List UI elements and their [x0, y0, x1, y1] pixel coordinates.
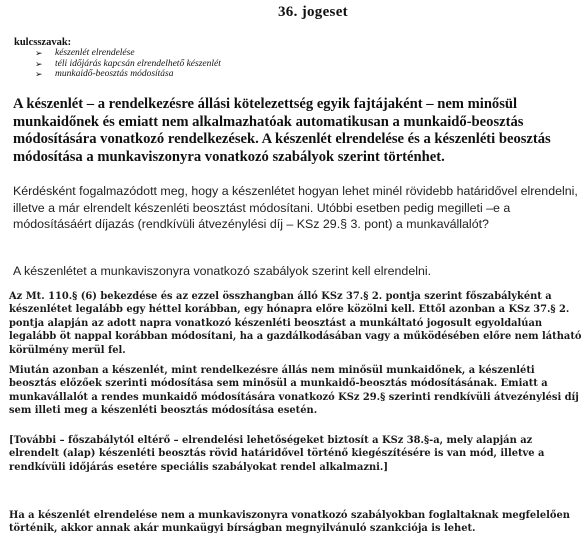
body-paragraph: [További – főszabálytól eltérő – elrendelési lehetőségeket biztosít a KSz 38.§-a, mely alapján az elrendelt (alap) készenléti beosztás rövid határidővel történő kiegészítésére is van mód, illetve a rendkívüli időjárás esetére speciális szabályokat rendel alkalmazni.] — [9, 435, 545, 473]
keyword-item — [35, 48, 221, 59]
arrow-bullet-icon: ➢ — [35, 69, 43, 79]
lead-paragraph: A készenlét – a rendelkezésre állási kötelezettség egyik fajtájaként – nem minősül munkaidőnek és emiatt nem alkalmazhatóak automatikusan a munkaidő-beosztás módosítására vonatkozó rendelkezések. A készenlét elrendelése és a készenléti beosztás módosítása a munkaviszonyra vonatkozó szabályok szerint történhet. — [13, 96, 551, 165]
arrow-bullet-icon: ➢ — [35, 58, 43, 69]
arrow-bullet-icon: ➢ — [35, 48, 43, 58]
case-title: 36. jogeset — [278, 4, 348, 20]
keyword-item — [35, 69, 221, 80]
keyword-text: téli időjárás kapcsán elrendelhető készenlét — [55, 58, 221, 69]
question-paragraph: Kérdésként fogalmazódott meg, hogy a készenlétet hogyan lehet minél rövidebb határidővel elrendelni, illetve a már elrendelt készenléti beosztást módosítani. Utóbbi esetben pedig megilleti –e a módosításáért díjazás (rendkívüli átvezénylési díj – KSz 29.§ 3. pont) a munkavállalót? — [13, 184, 578, 231]
body-paragraph: Az Mt. 110.§ (6) bekezdése és az ezzel összhangban álló KSz 37.§ 2. pontja szerint főszabályként a készenlétet legalább egy héttel korábban, egy hónapra előre közölni kell. Ettől azonban a KSz 37.§ 2. pontja alapján az adott napra vonatkozó készenléti beosztást a munkáltató jogosult egyoldalúan legalább öt nappal korábban módosítani, ha a gazdálkodásában vagy a működésében előre nem látható körülmény merül fel. — [9, 291, 582, 356]
keywords-list — [35, 48, 221, 80]
body-paragraph: Miután azonban a készenlét, mint rendelkezésre állás nem minősül munkaidőnek, a készenléti beosztás előzőek szerinti módosítása sem minősül a munkaidő-beosztás módosításának. Emiatt a munkavállalót a rendes munkaidő módosítására vonatkozó KSz 29.§ szerinti rendkívüli átvezénylési díj sem illeti meg a készenléti beosztás módosítása esetén. — [9, 365, 579, 417]
keyword-text: készenlét elrendelése — [55, 48, 135, 58]
body-paragraph: Ha a készenlét elrendelése nem a munkaviszonyra vonatkozó szabályokban foglaltaknak megfelelően történik, akkor annak akár munkaügyi bírságban megnyilvánuló szankciója is lehet. — [9, 510, 570, 535]
answer-paragraph: A készenlétet a munkaviszonyra vonatkozó szabályok szerint kell elrendelni. — [13, 264, 432, 278]
keywords-label: kulcsszavak: — [14, 37, 72, 48]
keyword-text: munkaidő-beosztás módosítása — [55, 69, 174, 79]
keyword-item — [35, 59, 221, 70]
